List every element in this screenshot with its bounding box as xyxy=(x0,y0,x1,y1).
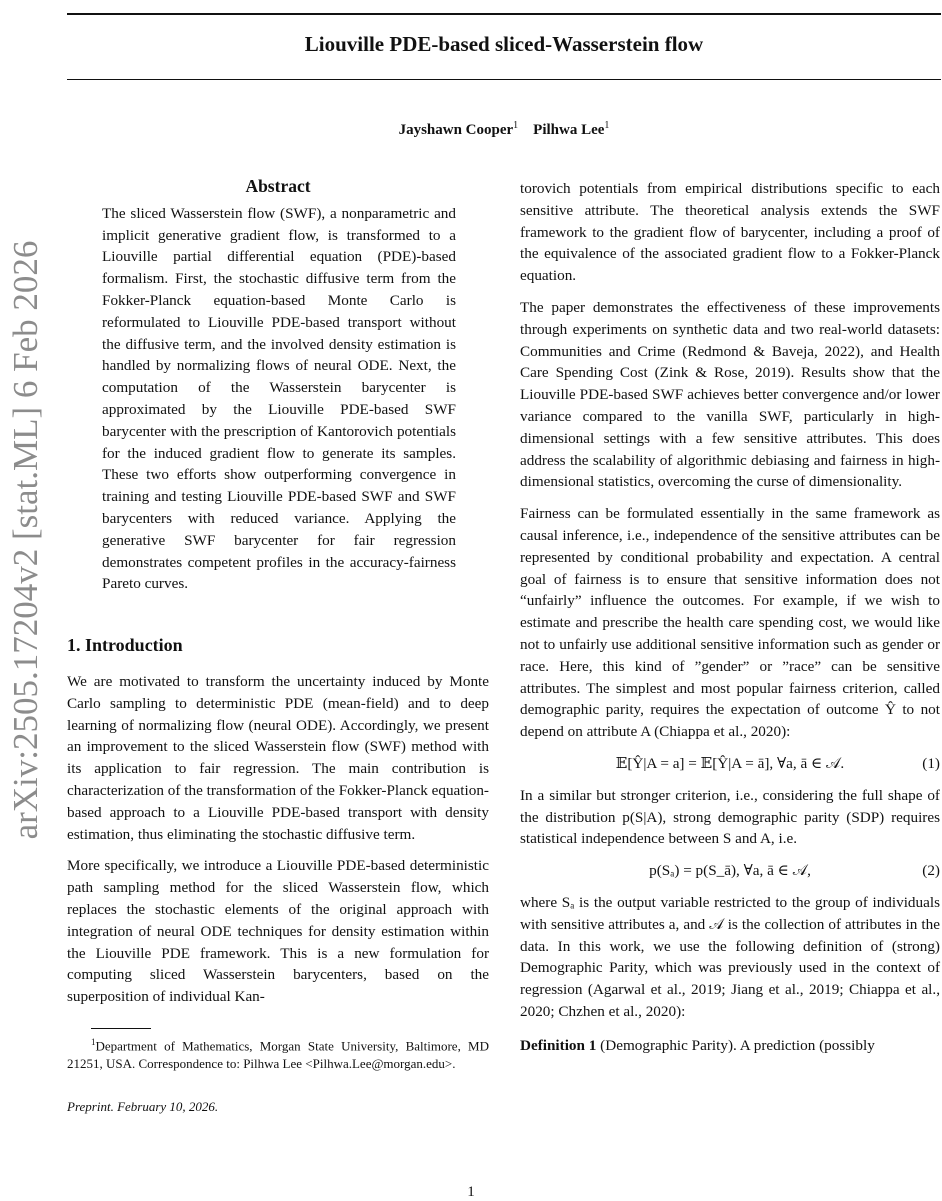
body-paragraph: In a similar but stronger criterion, i.e., considering the full shape of the distribution p(S|A), strong demographic parity (SDP) requires statistical independence between S and A, i.e. xyxy=(520,786,940,848)
author-name: Pilhwa Lee xyxy=(533,122,605,138)
arxiv-stamp xyxy=(2,180,50,900)
intro-paragraph-1: We are motivated to transform the uncertainty induced by Monte Carlo sampling to deterministic PDE (mean-field) and to deep learning of normalizing flow (neural ODE). Accordingly, we present an improvement to the sliced Wasserstein flow (SWF) method with its application to fair regression. The main contribution is characterization of the transformation of the Fokker-Planck equation-based approach to a Liouville PDE-based transport with density estimation, thus eliminating the stochastic diffusive term. xyxy=(67,672,489,843)
abstract-heading: Abstract xyxy=(245,176,311,196)
equation-body: p(Sₐ) = p(S_ā), ∀a, ā ∈ 𝒜, xyxy=(649,862,811,880)
intro-paragraph-2: More specifically, we introduce a Liouville PDE-based deterministic path sampling method for the sliced Wasserstein flow, which replaces the stochastic elements of the original approach with integration of neural ODE techniques for density estimation within the Liouville PDE framework. This is a new formulation for computing sliced Wasserstein barycenters, based on the superposition of individual Kan- xyxy=(67,857,489,1006)
right-column xyxy=(520,178,940,1056)
footnote xyxy=(67,1034,489,1072)
author-affiliation-marker: 1 xyxy=(513,120,519,131)
equation-number: (1) xyxy=(922,754,940,772)
body-paragraph: torovich potentials from empirical distributions specific to each sensitive attribute. The theoretical analysis extends the SWF framework to the gradient flow of barycenter, including a proof of the equivalence of the associated gradient flow to a Fokker-Planck equation. xyxy=(520,180,940,285)
footnote-rule xyxy=(91,1028,151,1029)
page-number: 1 xyxy=(467,1184,475,1200)
definition-text: A prediction (possibly xyxy=(739,1036,875,1054)
body-paragraph: Fairness can be formulated essentially in the same framework as causal inference, i.e., independence of the sensitive attributes can be represented by conditional probability and expectation. A central goal of fairness is to ensure that sensitive information does not “unfairly” influence the outcomes. For example, if we wish to estimate and prescribe the health care spending cost, we would like not to unfairly use additional sensitive information such as gender or race. Here, this kind of ”gender” or ”race” can be sensitive attributes. The simplest and most popular fairness criterion, called demographic parity, requires the expectation of outcome Ŷ to not depend on attribute A (Chiappa et al., 2020): xyxy=(520,505,940,741)
equation-2 xyxy=(520,860,940,882)
arxiv-identifier: arXiv:2505.17204v2 [stat.ML] 6 Feb 2026 xyxy=(6,240,45,840)
equation-body: 𝔼[Ŷ|A = a] = 𝔼[Ŷ|A = ā], ∀a, ā ∈ 𝒜. xyxy=(615,754,845,772)
definition-name: (Demographic Parity). xyxy=(600,1036,737,1054)
left-column xyxy=(67,176,489,1118)
abstract-text: The sliced Wasserstein flow (SWF), a nonparametric and implicit generative gradient flow, is transformed to a Liouville partial differential equation (PDE)-based formalism. First, the stochastic diffusive term from the Fokker-Planck equation-based Monte Carlo is reformulated to Liouville PDE-based transport without the diffusive term, and the involved density estimation is handled by normalizing flows of neural ODE. Next, the computation of the Wasserstein barycenter is approximated by the Liouville PDE-based SWF barycenter with the prescription of Kantorovich potentials for the induced gradient flow to generate its samples. These two efforts show outperforming convergence in training and testing Liouville PDE-based SWF and SWF barycenters with reduced variance. Applying the generative SWF barycenter for fair regression demonstrates competent profiles in the accuracy-fairness Pareto curves. xyxy=(102,204,456,593)
title-rule-bottom xyxy=(67,79,941,80)
title-rule-top xyxy=(67,13,941,15)
author-affiliation-marker: 1 xyxy=(604,120,610,131)
author-list xyxy=(67,120,941,139)
author-name: Jayshawn Cooper xyxy=(398,122,514,138)
footnote-text: Department of Mathematics, Morgan State University, Baltimore, MD 21251, USA. Correspondence to: Pilhwa Lee <Pilhwa.Lee@morgan.edu>. xyxy=(67,1038,489,1071)
body-paragraph: where Sₐ is the output variable restricted to the group of individuals with sensitive attributes a, and 𝒜 is the collection of attributes in the data. In this work, we use the following definition of (strong) Demographic Parity, which was previously used in the context of regression (Agarwal et al., 2019; Jiang et al., 2019; Chiappa et al., 2020; Chzhen et al., 2020): xyxy=(520,893,940,1020)
definition-label: Definition 1 xyxy=(520,1036,597,1054)
preprint-date: Preprint. February 10, 2026. xyxy=(67,1099,219,1115)
footnote-marker: 1 xyxy=(91,1036,96,1047)
body-paragraph: The paper demonstrates the effectiveness of these improvements through experiments on synthetic data and two real-world datasets: Communities and Crime (Redmond & Baveja, 2022), and Health Care Spending Cost (Zink & Rose, 2019). Results show that the Liouville PDE-based SWF achieves better convergence and/or lower variance compared to the vanilla SWF, particularly in high-dimensional settings with a few sensitive attributes. This does address the scalability of algorithmic debiasing and fairness in high-dimensional statistics, overcoming the curse of dimensionality. xyxy=(520,298,940,491)
equation-number: (2) xyxy=(922,862,940,880)
paper-title: Liouville PDE-based sliced-Wasserstein flow xyxy=(304,32,704,56)
section-heading-introduction: 1. Introduction xyxy=(67,635,183,656)
definition-1 xyxy=(520,1035,940,1057)
equation-1 xyxy=(520,753,940,775)
